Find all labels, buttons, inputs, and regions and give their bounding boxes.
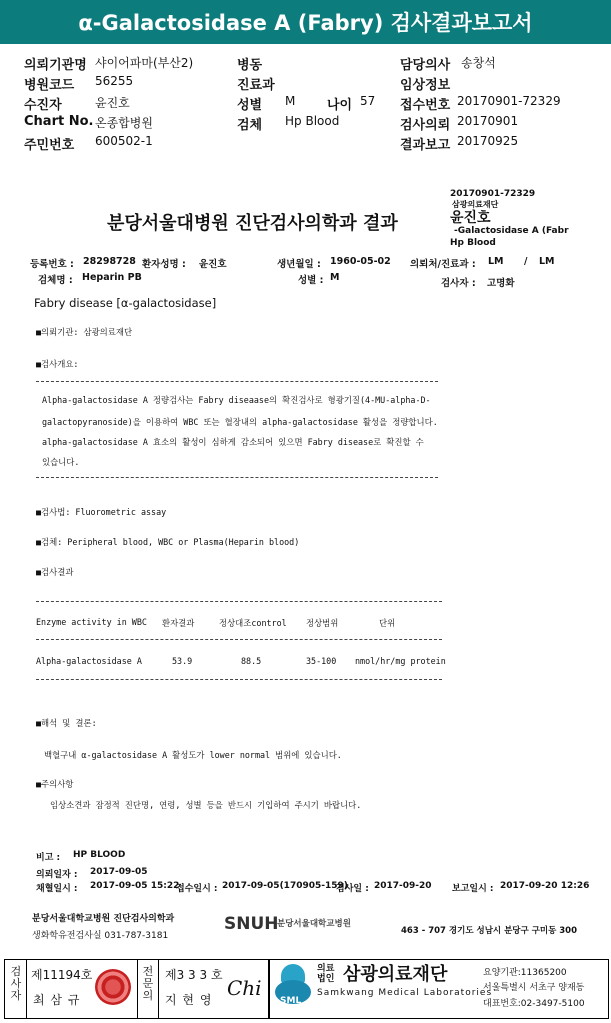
label-request-day: 의뢰일자 : — [36, 870, 78, 880]
sticker-test: -Galactosidase A (Fabr — [454, 226, 569, 236]
value-resident-no: 600502-1 — [95, 134, 153, 148]
header-row — [0, 94, 611, 114]
label-accession-no: 접수번호 — [400, 98, 451, 113]
tester-license: 제11194호 — [31, 968, 93, 982]
value-doctor: 송창석 — [461, 56, 496, 70]
label-hospital-code: 병원코드 — [24, 78, 75, 93]
value-collection: 2017-09-05 15:22 — [90, 881, 180, 891]
results-cell-control: 88.5 — [241, 656, 262, 666]
scanned-result-document — [0, 165, 611, 957]
test-name: Fabry disease [α-galactosidase] — [34, 296, 217, 310]
lab-org-address: 서울특별시 서초구 양재동 — [483, 983, 585, 993]
sml-logo-text: SML — [280, 996, 302, 1006]
label-collection: 채혈일시 : — [36, 884, 78, 894]
value-sex: M — [285, 94, 296, 108]
results-cell-range: 35-100 — [306, 656, 337, 666]
caution-heading: ■주의사항 — [36, 779, 74, 789]
label-sex: 성별 — [237, 98, 263, 113]
value-patient: 윤진호 — [95, 96, 130, 110]
test-specimen: ■검체: Peripheral blood, WBC or Plasma(Heparin blood) — [36, 537, 300, 547]
label-department: 진료과 — [237, 78, 275, 93]
signature: Chi — [227, 976, 262, 1000]
value-referring-dept: LM — [488, 256, 504, 267]
divider — [36, 679, 442, 680]
label-test-day: 검사일 : — [336, 884, 369, 894]
value-age: 57 — [360, 94, 376, 108]
label-tester: 검사자 : — [441, 278, 476, 289]
interpretation-heading: ■해석 및 결론: — [36, 718, 97, 728]
label-note: 비고 : — [36, 853, 61, 863]
document-main-title: 분당서울대병원 진단검사의학과 결과 — [107, 213, 398, 234]
value-note: HP BLOOD — [73, 850, 126, 860]
divider — [36, 477, 438, 478]
overview-line: 있습니다. — [42, 457, 80, 467]
value-department: LM — [539, 256, 555, 267]
label-clinical-info: 임상정보 — [400, 78, 451, 93]
sticker-org: 삼광의료재단 — [452, 200, 499, 209]
overview-line: Alpha-galactosidase A 정량검사는 Fabry diseaase의 확진검사로 형광기질(4-MU-alpha-D- — [42, 395, 431, 405]
test-method: ■검사법: Fluorometric assay — [36, 507, 167, 517]
value-specimen-name: Heparin PB — [82, 272, 142, 283]
dept-separator: / — [524, 256, 528, 267]
value-report-time: 2017-09-20 12:26 — [500, 881, 590, 891]
header-row — [0, 74, 611, 94]
signature-footer — [0, 957, 611, 1023]
value-request-day: 2017-09-05 — [90, 867, 148, 877]
lab-phone: 대표번호:02-3497-5100 — [483, 999, 585, 1009]
overview-line: galactopyranoside)을 이용하여 WBC 또는 혈장내의 alpha-galactosidase 활성을 정량합니다. — [42, 417, 438, 427]
label-age: 나이 — [327, 98, 353, 113]
value-doc-sex: M — [330, 272, 340, 283]
value-receipt: 2017-09-05(170905-159) — [222, 881, 348, 891]
label-tester-vertical: 검사자 — [10, 965, 22, 1002]
label-specimen: 검체 — [237, 118, 263, 133]
lab-branding-box — [268, 959, 609, 1019]
sticker-specimen: Hp Blood — [450, 238, 496, 248]
tester-name: 최 삼 규 — [33, 993, 81, 1007]
lab-address: 463 - 707 경기도 성남시 분당구 구미동 300 — [401, 926, 578, 936]
value-accession-no: 20170901-72329 — [457, 94, 561, 108]
label-resident-no: 주민번호 — [24, 138, 75, 153]
label-request-date: 검사의뢰 — [400, 118, 451, 133]
label-dob: 생년월일 : — [277, 259, 321, 270]
legal-entity: 의료법인 — [317, 964, 335, 984]
label-report-date: 결과보고 — [400, 138, 451, 153]
sticker-id: 20170901-72329 — [450, 189, 536, 199]
label-specialist-vertical: 전문의 — [142, 965, 154, 1002]
results-col-control: 정상대조control — [219, 618, 287, 628]
overview-line: alpha-galactosidase A 효소의 활성이 심하게 감소되어 있으면 Fabry disease로 확진할 수 — [42, 437, 424, 447]
label-ward: 병동 — [237, 58, 263, 73]
institution-code: 요양기관:11365200 — [483, 968, 567, 978]
requesting-institution: ■의뢰기관: 삼광의료재단 — [36, 327, 133, 337]
specialist-name: 지 현 영 — [165, 993, 213, 1007]
label-requesting-institution: 의뢰기관명 — [24, 58, 87, 73]
label-patient-name: 환자성명 : — [142, 259, 186, 270]
sticker-name: 윤진호 — [450, 210, 491, 226]
results-col-patient: 환자결과 — [162, 618, 195, 628]
value-specimen: Hp Blood — [285, 114, 340, 128]
value-chart-no: 온종합병원 — [95, 116, 153, 130]
value-hospital-code: 56255 — [95, 74, 134, 88]
label-report-time: 보고일시 : — [452, 884, 494, 894]
results-col-unit: 단위 — [379, 618, 396, 628]
value-test-day: 2017-09-20 — [374, 881, 432, 891]
results-cell-unit: nmol/hr/mg protein — [355, 656, 446, 666]
lab-contact: 생화학유전검사실 031-787-3181 — [32, 931, 169, 941]
label-chart-no: Chart No. — [24, 114, 94, 129]
lab-name: 분당서울대학교병원 진단검사의학과 — [32, 914, 175, 924]
label-receipt: 접수일시 : — [176, 884, 218, 894]
value-report-date: 20170925 — [457, 134, 519, 148]
value-requesting-institution: 샤이어파마(부산2) — [95, 56, 194, 70]
header-row — [0, 54, 611, 74]
specialist-license: 제3 3 3 호 — [165, 968, 223, 982]
label-patient: 수진자 — [24, 98, 62, 113]
sml-logo-icon — [275, 964, 311, 1006]
signature-box — [4, 959, 270, 1019]
label-specimen-name: 검체명 : — [38, 275, 73, 286]
results-cell-enzyme: Alpha-galactosidase A — [36, 656, 142, 666]
divider — [36, 381, 438, 382]
divider — [36, 601, 442, 602]
report-header — [0, 46, 611, 154]
seal-stamp — [95, 969, 131, 1005]
caution-text: 임상소견과 잠정적 진단명, 연령, 성별 등을 반드시 기입하여 주시기 바랍니다. — [50, 800, 362, 810]
results-cell-patient: 53.9 — [172, 656, 193, 666]
value-registration-no: 28298728 — [83, 256, 136, 267]
value-request-date: 20170901 — [457, 114, 519, 128]
lab-org-name: 삼광의료재단 — [343, 964, 448, 985]
results-col-range: 정상범위 — [306, 618, 339, 628]
label-registration-no: 등록번호 : — [30, 259, 74, 270]
lab-org-english: Samkwang Medical Laboratories — [317, 988, 493, 998]
label-doc-sex: 성별 : — [298, 275, 324, 286]
overview-heading: ■검사개요: — [36, 359, 79, 369]
specimen-sticker — [440, 185, 574, 251]
snuh-logo: SNUH — [224, 914, 279, 934]
header-row — [0, 114, 611, 134]
value-dob: 1960-05-02 — [330, 256, 391, 267]
results-heading: ■검사결과 — [36, 567, 74, 577]
value-tester: 고명화 — [487, 278, 515, 289]
header-row — [0, 134, 611, 154]
label-doctor: 담당의사 — [400, 58, 451, 73]
divider — [36, 639, 442, 640]
snuh-logo-kr: 분당서울대학교병원 — [277, 919, 351, 929]
label-referring-dept: 의뢰처/진료과 : — [410, 259, 476, 270]
results-col-enzyme: Enzyme activity in WBC — [36, 617, 147, 627]
report-title: α-Galactosidase A (Fabry) 검사결과보고서 — [0, 0, 611, 44]
interpretation-text: 백혈구내 α-galactosidase A 활성도가 lower normal 범위에 있습니다. — [44, 750, 342, 760]
value-patient-name: 윤진호 — [199, 259, 227, 270]
